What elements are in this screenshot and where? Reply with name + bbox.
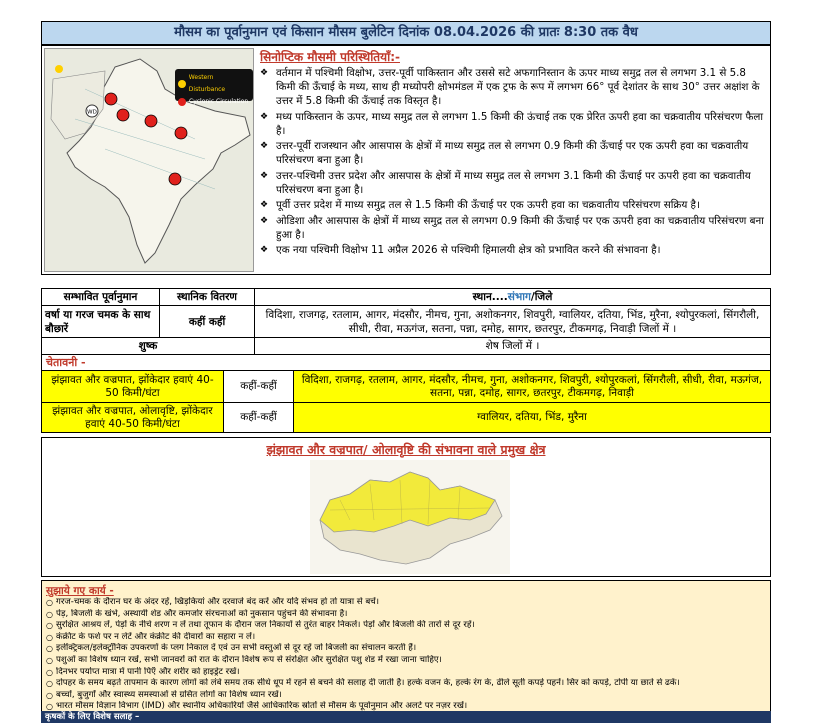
synoptic-item: ❖ ओडिशा और आसपास के क्षेत्रों में माध्य समुद्र तल से लगभग 0.9 किमी की ऊँचाई पर एक ऊपरी हवा का चक्रवातीय परिसंचरण बना हुआ है।: [260, 214, 768, 242]
action-item: ○ गरज-चमक के दौरान घर के अंदर रहें, खिड़कियां और दरवाजे बंद करें और यदि संभव हो तो यात्रा से बचें।: [46, 597, 768, 609]
distribution-cell: कहीं कहीं: [160, 306, 255, 338]
map-legend: [175, 69, 253, 105]
forecast-header: सम्भावित पूर्वानुमान: [42, 289, 160, 306]
warning-type-cell: झंझावत और वज्रपात, ओलावृष्टि, झोंकेदार हवाएं 40-50 किमी/घंटा: [42, 403, 224, 433]
action-item: ○ बच्चों, बुजुर्गों और स्वास्थ्य समस्याओं से ग्रसित लोगों का विशेष ध्यान रखें।: [46, 690, 768, 702]
madhya-pradesh-map: [310, 460, 510, 574]
action-item: ○ इलेक्ट्रिकल/इलेक्ट्रॉनिक उपकरणों के प्लग निकाल दें एवं उन सभी वस्तुओं से दूर रहें जो बिजली का संचालन करती हैं।: [46, 643, 768, 655]
synoptic-title: सिनोप्टिक मौसमी परिस्थितियाँ:-: [260, 50, 400, 64]
distribution-header: स्थानिक वितरण: [160, 289, 255, 306]
warning-type-cell: झंझावत और वज्रपात, झोंकेदार हवाएं 40-50 किमी/घंटा: [42, 371, 224, 403]
forecast-cell: शुष्क: [42, 338, 255, 355]
zone-map-title: झंझावत और वज्रपात/ ओलावृष्टि की संभावना वाले प्रमुख क्षेत्र: [266, 442, 546, 457]
synoptic-list: [260, 66, 768, 259]
legend-label: Cyclonic Circulation: [189, 98, 249, 105]
action-item: ○ दोपहर के समय बढ़ते तापमान के कारण लोगों को लंबे समय तक सीधे धूप में रहने से बचने की सलाह दी जाती है। हल्के वजन के, हल्के रंग के, ढीले सूती कपड़े पहनें। सिर को कपड़े, टोपी या छाते से ढकें।: [46, 678, 768, 690]
cyclone-marker-icon: [169, 173, 181, 185]
synoptic-section: [41, 45, 771, 275]
zone-map-section: [41, 437, 771, 577]
synoptic-item: ❖ मध्य पाकिस्तान के ऊपर, माध्य समुद्र तल से लगभग 1.5 किमी की ऊंचाई तक एक प्रेरित ऊपरी हवा का चक्रवातीय परिसंचरण फैला है।: [260, 110, 768, 138]
cyclone-marker-icon: [105, 93, 117, 105]
forecast-cell: वर्षा या गरज चमक के साथ बौछारें: [42, 306, 160, 338]
synoptic-item: ❖ एक नया पश्चिमी विक्षोभ 11 अप्रैल 2026 से पश्चिमी हिमालयी क्षेत्र को प्रभावित करने की संभावना है।: [260, 243, 768, 257]
action-item: ○ कंक्रीट के फर्श पर न लेटें और कंक्रीट की दीवारों का सहारा न लें।: [46, 632, 768, 644]
synoptic-item: ❖ वर्तमान में पश्चिमी विक्षोभ, उत्तर-पूर्वी पाकिस्तान और उससे सटे अफगानिस्तान के ऊपर माध्य समुद्र तल से लगभग 3.1 से 5.8 किमी की ऊँचाई के मध्य, साथ ही मध्योपरी क्षोभमंडल में एक ट्रफ के रूप में लगभग 66° पूर्व देशांतर के साथ 30° उत्तर अक्षांश के उत्तर में 5.8 किमी की ऊँचाई तक विस्तृत है।: [260, 66, 768, 108]
warning-place-cell: ग्वालियर, दतिया, भिंड, मुरैना: [294, 403, 771, 433]
legend-label: Western Disturbance: [188, 74, 226, 93]
synoptic-item: ❖ पूर्वी उत्तर प्रदेश में माध्य समुद्र तल से 1.5 किमी की ऊँचाई पर एक ऊपरी हवा का चक्रवातीय परिसंचरण सक्रिय है।: [260, 198, 768, 212]
wd-legend-icon: [178, 80, 186, 88]
cyclone-legend-icon: [178, 98, 186, 106]
synoptic-item: ❖ उत्तर-पूर्वी राजस्थान और आसपास के क्षेत्रों में माध्य समुद्र तल से लगभग 0.9 किमी की ऊँचाई पर एक ऊपरी हवा का चक्रवातीय परिसंचरण बना हुआ है।: [260, 139, 768, 167]
place-cell: शेष जिलों में ।: [255, 338, 771, 355]
farmer-advice-title: कृषकों के लिए विशेष सलाह –: [41, 711, 771, 723]
place-header-prefix: स्थान....: [472, 291, 508, 303]
synoptic-map: [44, 48, 254, 272]
cyclone-marker-icon: [175, 127, 187, 139]
bulletin-title: मौसम का पूर्वानुमान एवं किसान मौसम बुलेटिन दिनांक 08.04.2026 की प्रातः 8:30 तक वैध: [41, 21, 771, 45]
wd-map-label: WD: [87, 109, 97, 116]
warning-table: [41, 370, 771, 433]
forecast-table: [41, 288, 771, 355]
action-item: ○ भारत मौसम विज्ञान विभाग (IMD) और स्थानीय अधिकारियों जैसे आधिकारिक स्रोतों से मौसम के पूर्वानुमान और अलर्ट पर नज़र रखें।: [46, 701, 768, 713]
place-cell: विदिशा, राजगढ़, रतलाम, आगर, मंदसौर, नीमच, गुना, अशोकनगर, शिवपुरी, ग्वालियर, दतिया, भिंड, मुरैना, श्योपुरकलां, सिंगरौली, सीधी, रीवा, मऊगंज, सतना, पन्ना, दमोह, सागर, छतरपुर, टीकमगढ़, निवाड़ी जिलों में ।: [255, 306, 771, 338]
action-item: ○ पशुओं का विशेष ध्यान रखें, सभी जानवरों को रात के दौरान विशेष रूप से संरक्षित और सुरक्षित पशु शेड में रखा जाना चाहिए।: [46, 655, 768, 667]
place-header-suffix: /जिले: [530, 291, 553, 303]
warning-place-cell: विदिशा, राजगढ़, रतलाम, आगर, मंदसौर, नीमच, गुना, अशोकनगर, शिवपुरी, श्योपुरकलां, सिंगरौली, सीधी, रीवा, मऊगंज, सतना, पन्ना, दमोह, सागर, छतरपुर, टीकमगढ़, निवाड़ी: [294, 371, 771, 403]
action-item: ○ पेड़, बिजली के खंभे, अस्थायी शेड और कमजोर संरचनाओं को नुकसान पहुंचने की संभावना है।: [46, 609, 768, 621]
actions-title: सुझाये गए कार्य -: [46, 585, 114, 597]
synoptic-item: ❖ उत्तर-पश्चिमी उत्तर प्रदेश और आसपास के क्षेत्रों में माध्य समुद्र तल से लगभग 3.1 किमी की ऊँचाई पर ऊपरी हवा का चक्रवातीय परिसंचरण बना हुआ है।: [260, 169, 768, 197]
action-item: ○ दिनभर पर्याप्त मात्रा में पानी पिएँ और शरीर को हाइड्रेट रखें।: [46, 667, 768, 679]
place-header: [255, 289, 771, 306]
cyclone-marker-icon: [117, 109, 129, 121]
warning-distribution-cell: कहीं-कहीं: [224, 371, 294, 403]
actions-section: [41, 580, 771, 723]
actions-list: [46, 597, 768, 713]
action-item: ○ सुरक्षित आश्रय लें, पेड़ों के नीचे शरण न लें तथा तूफान के दौरान जल निकायों से तुरंत बाहर निकलें। पेड़ों और बिजली की तारों से दूर रहें।: [46, 620, 768, 632]
cyclone-marker-icon: [145, 115, 157, 127]
warning-distribution-cell: कहीं-कहीं: [224, 403, 294, 433]
warning-title: चेतावनी -: [41, 354, 771, 370]
place-header-division: संभाग: [507, 291, 531, 303]
